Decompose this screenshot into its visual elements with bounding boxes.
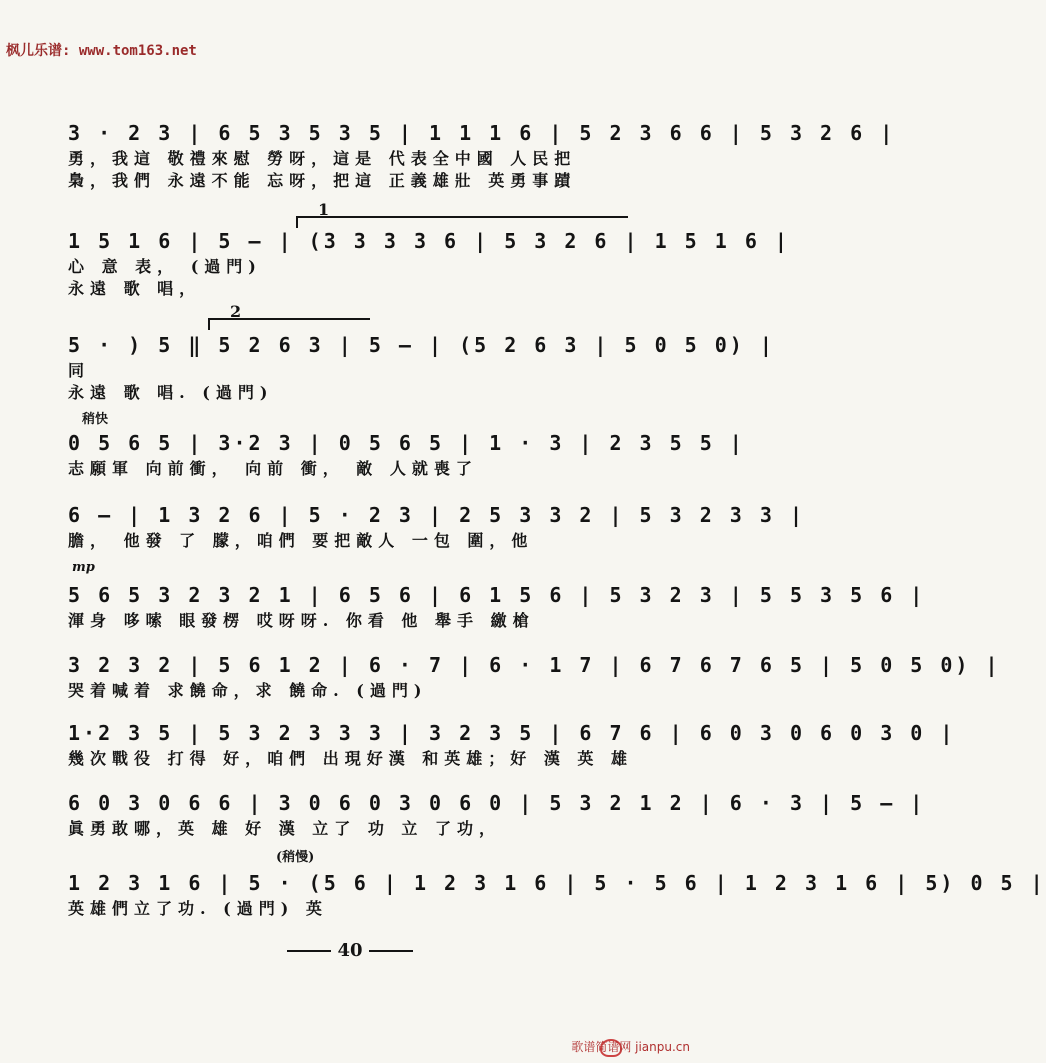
score-row [68,500,806,552]
notation-line: 3 · 2 3 | 6 5 3 5 3 5 | 1 1 1 6 | 5 2 3 6 6 | 5 3 2 6 | [68,121,896,145]
volta-bracket [208,302,370,330]
dash-right [369,950,413,952]
score-row [68,200,790,300]
tempo-mark: (稍慢) [276,850,315,865]
notation-line: 5 · ) 5 ‖ 5 2 6 3 | 5 — | (5 2 6 3 | 5 0 5 0) | [68,333,775,357]
score-row [68,650,1001,702]
lyric-line: 志願軍 向前衝， 向前 衝， 敵 人就喪了 [68,459,478,478]
lyric-line: 哭着喊着 求饒命，求 饒命. (過門) [68,681,428,700]
score-row [68,850,1046,920]
lyric-line: 幾次戰役 打得 好，咱們 出現好漢 和英雄；好 漢 英 雄 [68,749,633,768]
notation-line: 1 5 1 6 | 5 — | (3 3 3 3 6 | 5 3 2 6 | 1 5 1 6 | [68,229,790,253]
notation-line: 6 0 3 0 6 6 | 3 0 6 0 3 0 6 0 | 5 3 2 1 2 | 6 · 3 | 5 — | [68,791,926,815]
score-row [68,412,745,480]
lyric-line: 永遠 歌 唱， [68,279,202,298]
lyric-line: 心 意 表， (過門) [68,257,262,276]
lyric-line: 眞勇敢哪，英 雄 好 漢 立了 功 立 了功， [68,819,501,838]
score-row [68,560,926,632]
dynamic-mark: mp [72,560,95,575]
score-row [68,718,956,770]
lyric-line: 渾身 哆嗦 眼發楞 哎呀呀. 你看 他 舉手 繳槍 [68,611,535,630]
lyric-line: 同 [68,361,91,380]
page-number [270,940,430,961]
page-number-text: 40 [337,940,363,961]
lyric-line: 永遠 歌 唱. (過門) [68,383,274,402]
site-header: 枫儿乐谱: www.tom163.net [6,43,197,59]
score-row [68,302,775,404]
lyric-line: 梟，我們 永遠不能 忘呀，把這 正義雄壯 英勇事蹟 [68,171,577,190]
notation-line: 0 5 6 5 | 3·2 3 | 0 5 6 5 | 1 · 3 | 2 3 5 5 | [68,431,745,455]
tempo-mark: 稍快 [82,412,109,427]
lyric-line: 膽， 他發 了 朦，咱們 要把敵人 一包 圍，他 [68,531,534,550]
volta-number: 1 [318,200,330,219]
volta-number: 2 [230,302,242,321]
notation-line: 1 2 3 1 6 | 5 · (5 6 | 1 2 3 1 6 | 5 · 5 6 | 1 2 3 1 6 | 5) 0 5 | [68,871,1046,895]
score-row [68,118,896,192]
notation-line: 6 — | 1 3 2 6 | 5 · 2 3 | 2 5 3 3 2 | 5 3 2 3 3 | [68,503,806,527]
lyric-line: 英雄們立了功. (過門) 英 [68,899,328,918]
dash-left [287,950,331,952]
notation-line: 5 6 5 3 2 3 2 1 | 6 5 6 | 6 1 5 6 | 5 3 2 3 | 5 5 3 5 6 | [68,583,926,607]
watermark-text: 歌谱简谱网 jianpu.cn [571,1040,690,1054]
score-row [68,788,926,840]
notation-line: 1·2 3 5 | 5 3 2 3 3 3 | 3 2 3 5 | 6 7 6 | 6 0 3 0 6 0 3 0 | [68,721,956,745]
notation-line: 3 2 3 2 | 5 6 1 2 | 6 · 7 | 6 · 1 7 | 6 7 6 7 6 5 | 5 0 5 0) | [68,653,1001,677]
lyric-line: 勇，我這 敬禮來慰 勞呀，這是 代表全中國 人民把 [68,149,577,168]
